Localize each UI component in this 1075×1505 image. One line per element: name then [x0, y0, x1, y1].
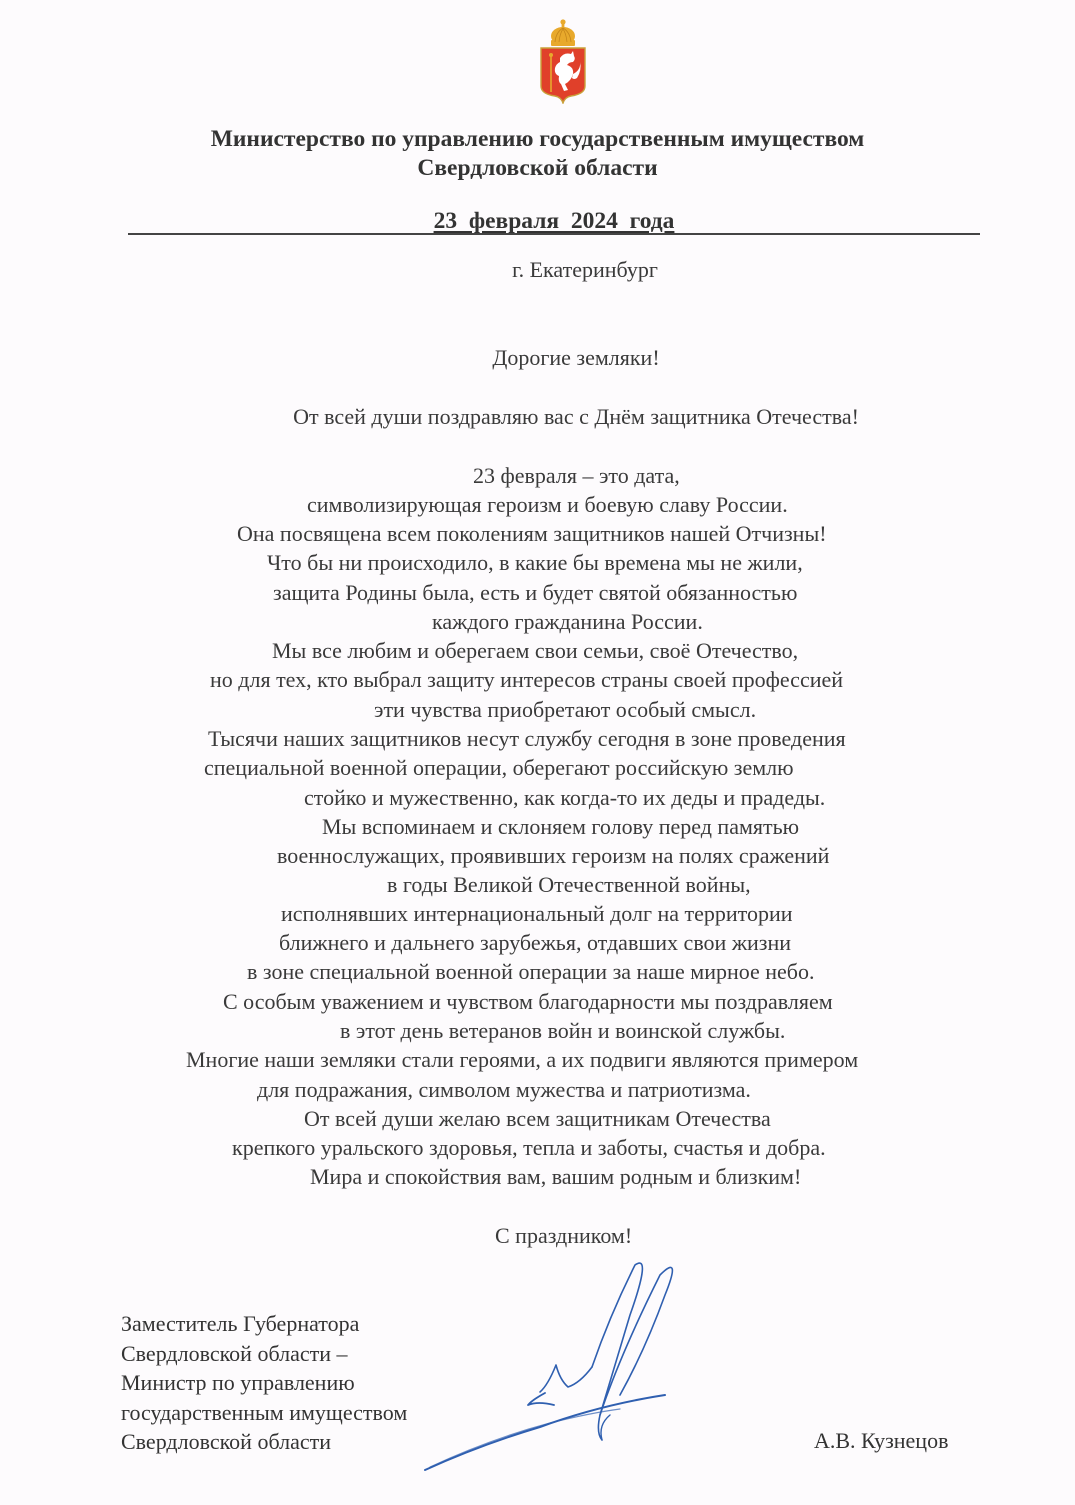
body-line: Многие наши земляки стали героями, а их подвиги являются примером	[186, 1047, 859, 1072]
letter-date: 23 февраля 2024 года	[433, 208, 675, 234]
body-line: в этот день ветеранов войн и воинской службы.	[340, 1018, 786, 1043]
body-line: но для тех, кто выбрал защиту интересов страны своей профессией	[210, 667, 844, 692]
signer-position	[121, 1309, 407, 1457]
body-line: С особым уважением и чувством благодарности мы поздравляем	[223, 989, 833, 1014]
body-line: эти чувства приобретают особый смысл.	[374, 697, 757, 722]
position-line: Свердловской области	[121, 1429, 331, 1454]
position-line: Министр по управлению	[121, 1370, 355, 1395]
organization-line-2: Свердловской области	[417, 155, 658, 181]
body-line: каждого гражданина России.	[432, 609, 703, 634]
body-line: специальной военной операции, оберегают российскую землю	[204, 755, 794, 780]
position-line: Свердловской области –	[121, 1340, 348, 1366]
date-row	[128, 206, 980, 236]
position-line: Заместитель Губернатора	[121, 1311, 360, 1336]
closing-line: С праздником!	[495, 1223, 633, 1248]
body-line: для подражания, символом мужества и патриотизма.	[257, 1077, 751, 1102]
signer-name: А.В. Кузнецов	[814, 1428, 949, 1453]
body-line: Мы все любим и оберегаем свои семьи, своё Отечество,	[272, 638, 799, 663]
body-line: в зоне специальной военной операции за наше мирное небо.	[247, 959, 815, 984]
body-line: стойко и мужественно, как когда-то их деды и прадеды.	[304, 785, 826, 810]
body-line: крепкого уральского здоровья, тепла и заботы, счастья и добра.	[232, 1135, 826, 1160]
body-line: ближнего и дальнего зарубежья, отдавших свои жизни	[279, 930, 792, 955]
body-line: Мира и спокойствия вам, вашим родным и близким!	[310, 1164, 802, 1189]
handwritten-signature-icon	[420, 1255, 700, 1485]
body-line: защита Родины была, есть и будет святой обязанностью	[273, 580, 798, 605]
greeting: Дорогие земляки!	[492, 345, 660, 370]
body-line: 23 февраля – это дата,	[473, 463, 680, 488]
organization-line-1: Министерство по управлению государственным имуществом	[210, 126, 865, 152]
body-line: военнослужащих, проявивших героизм на полях сражений	[277, 843, 830, 868]
opening-line: От всей души поздравляю вас с Днём защитника Отечества!	[293, 404, 859, 429]
body-line: в годы Великой Отечественной войны,	[387, 872, 751, 897]
sverdlovsk-coat-of-arms-icon	[538, 18, 588, 104]
body-line: Она посвящена всем поколениям защитников нашей Отчизны!	[237, 521, 827, 546]
organization-name	[0, 125, 1075, 183]
body-line: Тысячи наших защитников несут службу сегодня в зоне проведения	[208, 726, 846, 751]
body-line: От всей души желаю всем защитникам Отечества	[304, 1106, 771, 1131]
position-line: государственным имуществом	[121, 1399, 408, 1425]
body-line: Что бы ни происходило, в какие бы времена мы не жили,	[267, 550, 803, 575]
body-line: исполнявших интернациональный долг на территории	[281, 901, 793, 926]
body-line: символизирующая героизм и боевую славу России.	[307, 492, 788, 517]
city: г. Екатеринбург	[512, 257, 658, 282]
body-line: Мы вспоминаем и склоняем голову перед памятью	[322, 814, 800, 839]
